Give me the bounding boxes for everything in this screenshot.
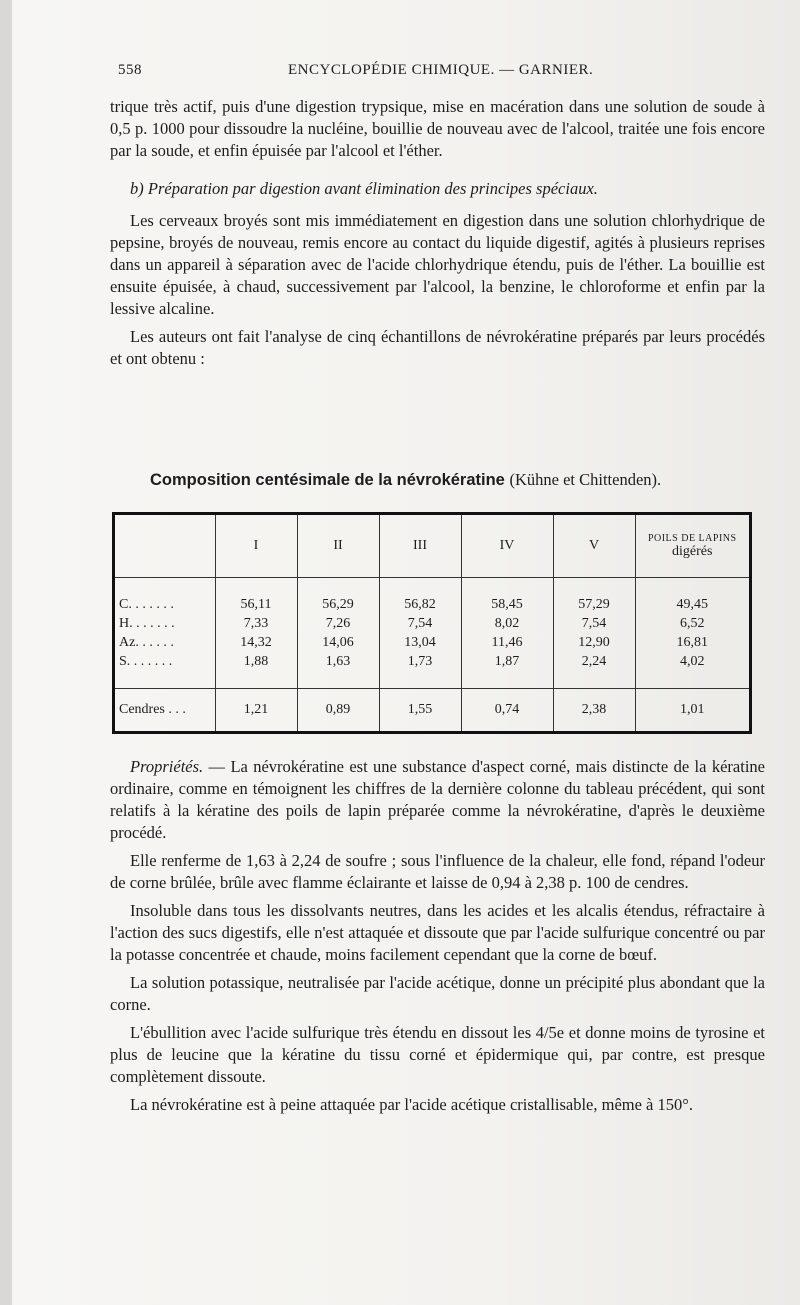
cell-h-iii: 7,54 — [407, 616, 433, 632]
body-text — [110, 756, 765, 1122]
cell-ash-i: 1,21 — [215, 689, 297, 731]
cell-ash-iv: 0,74 — [461, 689, 553, 731]
page-edge-shadow — [0, 0, 12, 1305]
cell-c-v: 57,29 — [578, 597, 610, 613]
intro-paragraph-1: trique très actif, puis d'une digestion trypsique, mise en macération dans une solution de soude à 0,5 p. 1000 pour dissoudre la nucléine, bouillie de nouveau avec de l'alcool, traitée une fois encore par la soude, et enfin épuisée par l'alcool et l'éther. — [110, 97, 765, 160]
table-row-ash — [115, 689, 749, 731]
row-label-c: C. . . . . . . — [119, 597, 174, 613]
cell-s-i: 1,88 — [243, 654, 269, 670]
cell-s-ii: 1,63 — [325, 654, 351, 670]
column-rabbit-values — [635, 578, 749, 689]
table-title-authors: (Kühne et Chittenden). — [509, 470, 662, 489]
column-ii-values — [297, 578, 379, 689]
cell-c-ii: 56,29 — [322, 597, 354, 613]
page-number: 558 — [118, 62, 142, 78]
cell-c-rabbit: 49,45 — [676, 597, 708, 613]
table-title-text: Composition centésimale de la névrokératine — [150, 471, 505, 489]
cell-az-ii: 14,06 — [322, 635, 354, 651]
table-header-row — [115, 515, 749, 578]
cell-s-iv: 1,87 — [494, 654, 520, 670]
intro-paragraph-2: Les cerveaux broyés sont mis immédiatement en digestion dans une solution chlorhydrique de pepsine, broyés de nouveau, remis encore au contact du liquide digestif, agités à plusieurs reprises dans un appareil à séparation avec de l'acide chlorhydrique étendu, puis de l'éther. La bouillie est ensuite épuisée, à chaud, successivement par l'alcool, la benzine, le chloroforme et enfin par la lessive alcaline. — [110, 211, 765, 318]
cell-c-iv: 58,45 — [491, 597, 523, 613]
header-rabbit-line2: digérés — [672, 543, 713, 559]
body-paragraph-2: Elle renferme de 1,63 à 2,24 de soufre ; sous l'influence de la chaleur, elle fond, répand l'odeur de corne brûlée, brûle avec flamme éclairante et laisse de 0,94 à 2,38 p. 100 de cendres. — [110, 851, 765, 892]
body-paragraph-1 — [110, 756, 765, 844]
cell-az-v: 12,90 — [578, 635, 610, 651]
cell-h-ii: 7,26 — [325, 616, 351, 632]
header-cell-v: V — [553, 515, 635, 578]
cell-h-v: 7,54 — [581, 616, 607, 632]
body-paragraph-4: La solution potassique, neutralisée par l'acide acétique, donne un précipité plus abondant que la corne. — [110, 973, 765, 1014]
table-row-elements — [115, 578, 749, 689]
cell-s-iii: 1,73 — [407, 654, 433, 670]
cell-h-iv: 8,02 — [494, 616, 520, 632]
row-label-s: S. . . . . . . — [119, 654, 173, 670]
cell-h-rabbit: 6,52 — [680, 616, 705, 632]
header-cell-iii: III — [379, 515, 461, 578]
header-cell-iv: IV — [461, 515, 553, 578]
cell-az-iii: 13,04 — [404, 635, 436, 651]
cell-az-rabbit: 16,81 — [676, 635, 708, 651]
cell-ash-rabbit: 1,01 — [635, 689, 749, 731]
ash-label: Cendres . . . — [115, 689, 215, 731]
cell-c-iii: 56,82 — [404, 597, 436, 613]
intro-text — [110, 96, 765, 376]
header-cell-label — [115, 515, 215, 578]
header-cell-rabbit-hair — [635, 515, 749, 578]
body-paragraph-5: L'ébullition avec l'acide sulfurique très étendu en dissout les 4/5e et donne moins de tyrosine et plus de leucine que la kératine du tissu corné et épidermique qui, par contre, est presque complètement dissoute. — [110, 1023, 765, 1086]
running-title: ENCYCLOPÉDIE CHIMIQUE. — GARNIER. — [288, 62, 594, 78]
header-cell-ii: II — [297, 515, 379, 578]
cell-az-i: 14,32 — [240, 635, 272, 651]
cell-s-v: 2,24 — [581, 654, 607, 670]
cell-az-iv: 11,46 — [491, 635, 523, 651]
header-cell-i: I — [215, 515, 297, 578]
element-labels — [115, 578, 215, 689]
row-label-az: Az. . . . . . — [119, 635, 174, 651]
cell-ash-ii: 0,89 — [297, 689, 379, 731]
cell-c-i: 56,11 — [240, 597, 272, 613]
cell-ash-iii: 1,55 — [379, 689, 461, 731]
intro-paragraph-3: Les auteurs ont fait l'analyse de cinq échantillons de névrokératine préparés par leurs procédés et ont obtenu : — [110, 327, 765, 368]
properties-label: Propriétés. — [130, 757, 204, 776]
cell-ash-v: 2,38 — [553, 689, 635, 731]
row-label-h: H. . . . . . . — [119, 616, 175, 632]
cell-h-i: 7,33 — [243, 616, 269, 632]
header-rabbit-line1: POILS DE LAPINS — [647, 532, 737, 544]
table-title — [150, 470, 750, 490]
column-i-values — [215, 578, 297, 689]
section-subheading: b) Préparation par digestion avant élimination des principes spéciaux. — [130, 179, 598, 198]
composition-table — [112, 512, 752, 734]
column-v-values — [553, 578, 635, 689]
composition-grid — [115, 515, 749, 731]
body-paragraph-3: Insoluble dans tous les dissolvants neutres, dans les acides et les alcalis étendus, réfractaire à l'action des sucs digestifs, elle n'est attaquée et dissoute que par l'acide sulfurique concentré ou par la potasse concentrée et chaude, moins facilement cependant que la corne de bœuf. — [110, 901, 765, 964]
column-iv-values — [461, 578, 553, 689]
cell-s-rabbit: 4,02 — [680, 654, 705, 670]
properties-text: — La névrokératine est une substance d'aspect corné, mais distincte de la kératine ordinaire, comme en témoignent les chiffres de la dernière colonne du tableau précédent, qui sont relatifs à la kératine des poils de lapin préparée comme la névrokératine, d'après le deuxième procédé. — [110, 757, 765, 842]
body-paragraph-6: La névrokératine est à peine attaquée par l'acide acétique cristallisable, même à 150°. — [130, 1095, 693, 1114]
column-iii-values — [379, 578, 461, 689]
